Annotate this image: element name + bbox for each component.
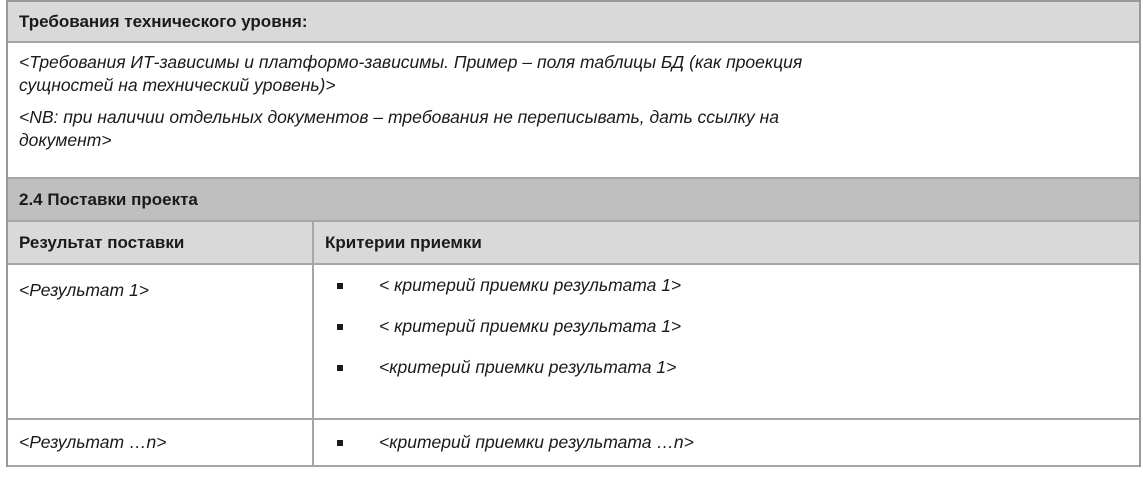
table-header-row (8, 222, 1139, 265)
criteria-item (325, 306, 1128, 347)
column-header-result (8, 222, 314, 263)
criteria-text: <критерий приемки результата 1> (379, 357, 677, 377)
paragraph-1-line-2: сущностей на технический уровень)> (19, 75, 336, 95)
section-title: 2.4 Поставки проекта (19, 189, 198, 209)
result-text: <Результат …n> (19, 432, 167, 452)
criteria-text: <критерий приемки результата …n> (379, 432, 694, 452)
tech-requirements-body (8, 43, 1139, 179)
bullet-icon (337, 324, 343, 330)
result-cell (8, 265, 314, 418)
criteria-list (325, 265, 1128, 388)
section-heading (8, 179, 1139, 222)
tech-requirements-heading (8, 0, 1139, 43)
column-header-criteria (314, 222, 1139, 263)
column-header-result-text: Результат поставки (19, 232, 185, 252)
tech-requirements-paragraph-2 (8, 106, 1139, 152)
paragraph-2-line-2: документ> (19, 130, 112, 150)
criteria-item (325, 265, 1128, 306)
criteria-text: < критерий приемки результата 1> (379, 316, 682, 336)
criteria-item (325, 420, 1128, 465)
bullet-icon (337, 440, 343, 446)
result-text: <Результат 1> (19, 280, 149, 300)
criteria-cell (314, 265, 1139, 418)
criteria-text: < критерий приемки результата 1> (379, 275, 682, 295)
paragraph-1-line-1: <Требования ИТ-зависимы и платформо-зависимы. Пример – поля таблицы БД (как проекция (19, 52, 803, 72)
criteria-list (325, 420, 1128, 465)
paragraph-2-line-1: <NB: при наличии отдельных документов – требования не переписывать, дать ссылку на (19, 107, 780, 127)
criteria-item (325, 347, 1128, 388)
column-header-criteria-text: Критерии приемки (325, 232, 482, 252)
bullet-icon (337, 365, 343, 371)
requirements-document (6, 0, 1141, 467)
tech-requirements-paragraph-1 (8, 51, 1139, 97)
result-cell (8, 420, 314, 465)
tech-requirements-heading-text: Требования технического уровня: (19, 11, 308, 31)
criteria-cell (314, 420, 1139, 465)
bullet-icon (337, 283, 343, 289)
table-row (8, 265, 1139, 420)
table-row (8, 420, 1139, 467)
